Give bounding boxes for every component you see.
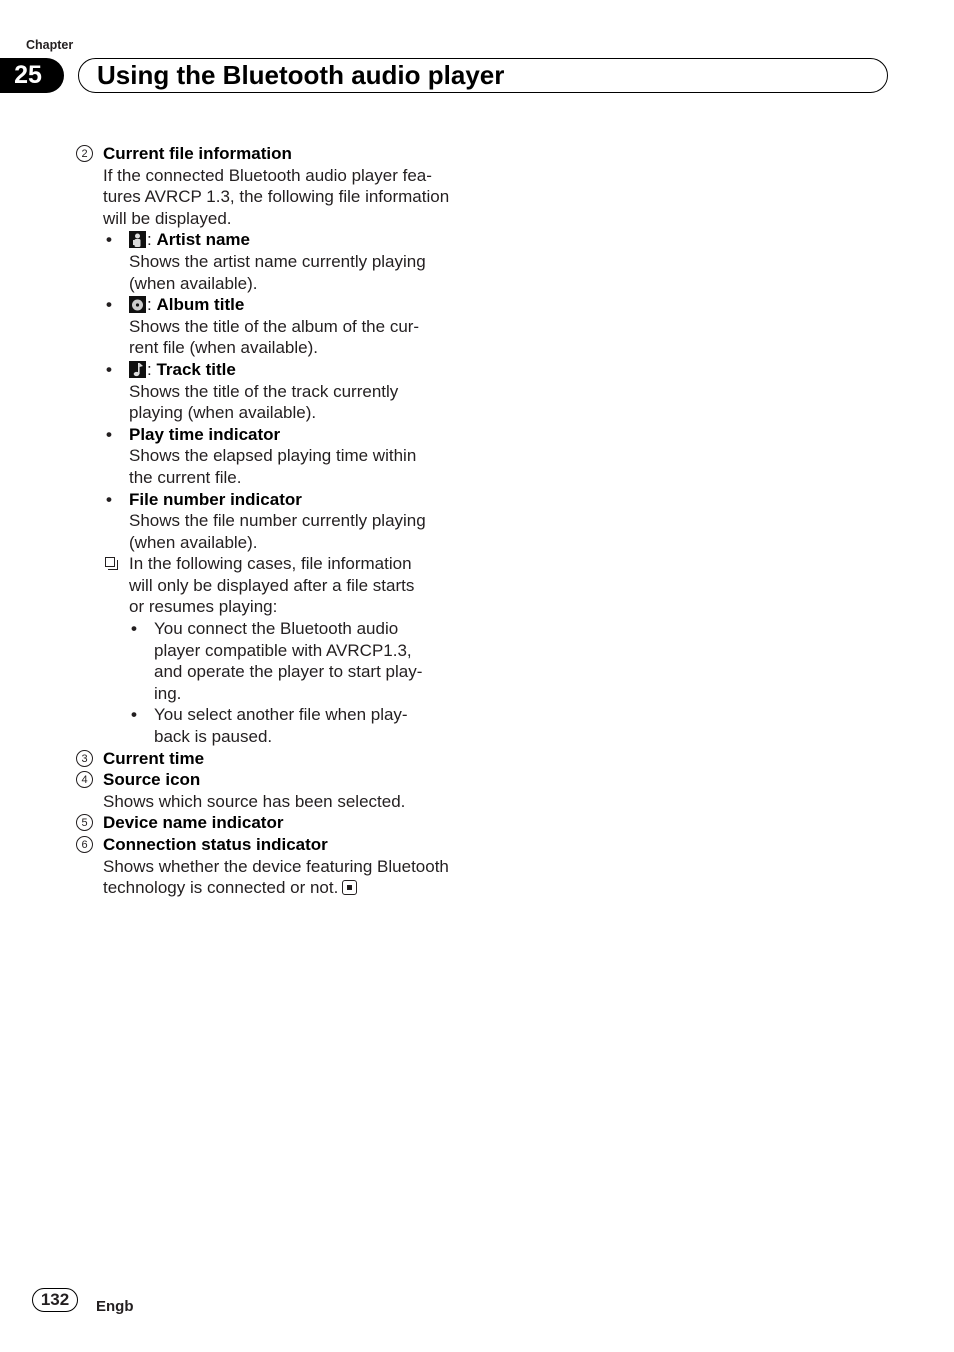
artist-icon <box>129 231 146 248</box>
item-number-5: 5 <box>76 814 93 831</box>
bullet-mark: • <box>106 424 112 444</box>
language-code: Engb <box>96 1298 134 1315</box>
item-current-file-information <box>76 143 476 229</box>
bullet-text-line: (when available). <box>129 532 258 552</box>
note-text-line: In the following cases, file information <box>129 554 412 574</box>
item-text-line: Shows which source has been selected. <box>103 791 406 811</box>
note-text-line: or resumes playing: <box>129 597 278 617</box>
album-icon <box>129 296 146 313</box>
bullet-track-title <box>76 359 476 424</box>
bullet-heading: File number indicator <box>129 489 302 509</box>
item-heading: Source icon <box>103 770 201 790</box>
bullet-mark: • <box>106 230 112 250</box>
item-number-2: 2 <box>76 145 93 162</box>
note-subitem <box>76 704 476 747</box>
bullet-text-line: Shows the title of the track currently <box>129 381 399 401</box>
bullet-mark: • <box>106 359 112 379</box>
subitem-text-line: ing. <box>154 683 182 703</box>
chapter-label: Chapter <box>26 38 74 52</box>
item-number-6: 6 <box>76 836 93 853</box>
bullet-mark: • <box>106 489 112 509</box>
bullet-file-number-indicator <box>76 489 476 554</box>
separator: : <box>147 359 157 379</box>
item-heading: Device name indicator <box>103 813 284 833</box>
bullet-mark: • <box>106 295 112 315</box>
item-text-line: tures AVRCP 1.3, the following file information <box>103 187 450 207</box>
bullet-text-line: Shows the elapsed playing time within <box>129 446 417 466</box>
separator: : <box>147 295 157 315</box>
subitem-text-line: player compatible with AVRCP1.3, <box>154 640 412 660</box>
item-text-line: If the connected Bluetooth audio player fea- <box>103 165 432 185</box>
page-title: Using the Bluetooth audio player <box>97 60 505 90</box>
bullet-mark: • <box>131 705 137 725</box>
item-device-name-indicator <box>76 812 476 834</box>
bullet-text-line: (when available). <box>129 273 258 293</box>
note-text-line: will only be displayed after a file starts <box>129 575 415 595</box>
bullet-text-line: the current file. <box>129 467 242 487</box>
page-number: 132 <box>32 1288 78 1312</box>
note-subitem <box>76 618 476 704</box>
bullet-text-line: Shows the artist name currently playing <box>129 251 426 271</box>
bullet-text-line: Shows the title of the album of the cur- <box>129 316 420 336</box>
bullet-album-title <box>76 294 476 359</box>
subitem-text-line: and operate the player to start play- <box>154 662 423 682</box>
end-of-section-icon <box>342 880 357 895</box>
item-source-icon <box>76 769 476 812</box>
item-current-time <box>76 748 476 770</box>
bullet-mark: • <box>131 619 137 639</box>
item-number-4: 4 <box>76 771 93 788</box>
subitem-text-line: You connect the Bluetooth audio <box>154 619 399 639</box>
main-content <box>76 143 476 899</box>
bullet-heading: Artist name <box>156 230 250 250</box>
subitem-text-line: back is paused. <box>154 727 273 747</box>
note <box>76 553 476 618</box>
bullet-artist-name <box>76 229 476 294</box>
item-text-line: technology is connected or not. <box>103 878 339 898</box>
bullet-heading: Play time indicator <box>129 424 281 444</box>
item-connection-status-indicator <box>76 834 476 899</box>
track-icon <box>129 361 146 378</box>
note-checkbox-icon <box>105 557 115 567</box>
chapter-number-badge: 25 <box>0 58 64 93</box>
bullet-text-line: Shows the file number currently playing <box>129 511 426 531</box>
bullet-heading: Track title <box>156 359 236 379</box>
subitem-text-line: You select another file when play- <box>154 705 408 725</box>
item-heading: Current time <box>103 748 205 768</box>
bullet-play-time-indicator <box>76 424 476 489</box>
separator: : <box>147 230 157 250</box>
bullet-heading: Album title <box>156 295 245 315</box>
bullet-text-line: rent file (when available). <box>129 338 318 358</box>
item-heading: Connection status indicator <box>103 835 328 854</box>
item-number-3: 3 <box>76 750 93 767</box>
item-text-line: will be displayed. <box>103 208 232 228</box>
item-heading: Current file information <box>103 144 292 163</box>
bullet-text-line: playing (when available). <box>129 403 317 423</box>
item-text-line: Shows whether the device featuring Bluetooth <box>103 856 449 876</box>
chapter-title-bar <box>78 58 888 93</box>
